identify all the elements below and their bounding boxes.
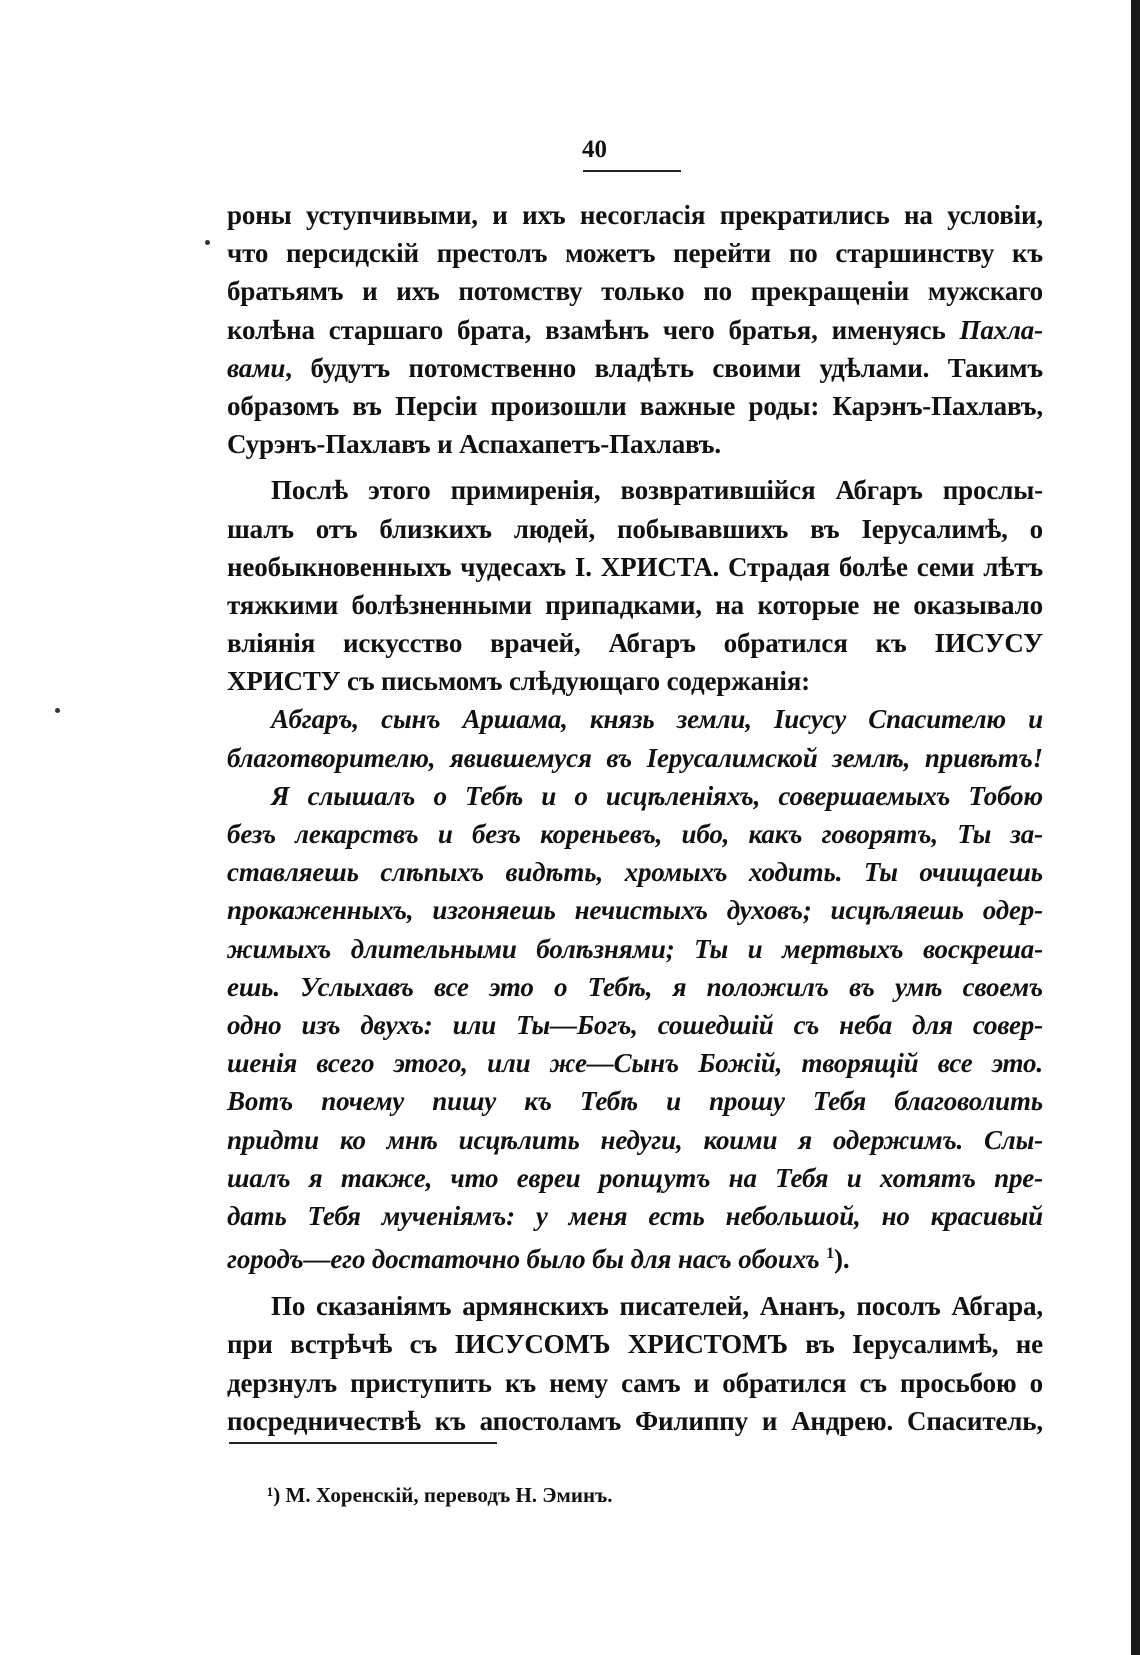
page-number: 40 <box>582 136 607 163</box>
text-line: шалъ я также, что евреи ропщутъ на Тебя и хотятъ пре- <box>227 1162 1043 1193</box>
text-line: шалъ отъ близкихъ людей, побывавшихъ въ Іерусалимѣ, о <box>227 513 1043 544</box>
text-line: при встрѣчѣ съ ІИСУСОМЪ ХРИСТОМЪ въ Іерусалимѣ, не <box>227 1329 1043 1360</box>
text-line: прокаженныхъ, изгоняешь нечистыхъ духовъ; исцѣляешь одер- <box>227 895 1043 926</box>
text-run: ). <box>833 1244 850 1275</box>
text-line: Послѣ этого примиренія, возвратившійся Абгаръ прослы- <box>271 475 1043 506</box>
text-line <box>227 349 1043 387</box>
text-line: вліянія искусство врачей, Абгаръ обратился къ ІИСУСУ <box>227 628 1043 659</box>
text-line: жимыхъ длительными болѣзнями; Ты и мертвыхъ воскреша- <box>227 933 1043 964</box>
text-line: По сказаніямъ армянскихъ писателей, Ананъ, посолъ Абгара, <box>271 1291 1043 1322</box>
text-line: шенія всего этого, или же—Сынъ Божій, творящій все это. <box>227 1048 1043 1079</box>
text-line: что персидскій престолъ можетъ перейти по старшинству къ <box>227 238 1043 269</box>
footnote-text: М. Хоренскій, переводъ Н. Эминъ. <box>280 1483 613 1507</box>
footnote-reference[interactable]: 1 <box>826 1245 834 1263</box>
text-line: необыкновенныхъ чудесахъ І. ХРИСТА. Страдая болѣе семи лѣтъ <box>227 551 1043 582</box>
paragraph-2 <box>227 471 1043 700</box>
paragraph-3 <box>227 1287 1043 1440</box>
print-speck <box>55 708 60 713</box>
print-speck <box>205 240 210 245</box>
text-line: ешь. Услыхавъ все это о Тебѣ, я положилъ въ умѣ своемъ <box>227 971 1043 1002</box>
text-line: дерзнулъ приступить къ нему самъ и обратился съ просьбою о <box>227 1367 1043 1398</box>
text-line: придти ко мнѣ исцѣлить недуги, коими я одержимъ. Слы- <box>227 1124 1043 1155</box>
footnote-marker: ¹) <box>267 1483 281 1507</box>
text-line: благотворителю, явившемуся въ Іерусалимской землѣ, привѣтъ! <box>227 742 1043 773</box>
text-line: Абгаръ, сынъ Аршама, князь земли, Іисусу Спасителю и <box>271 704 1043 735</box>
text-line: ХРИСТУ съ письмомъ слѣдующаго содержанія: <box>227 666 811 697</box>
text-line: посредничествѣ къ апостоламъ Филиппу и Андрею. Спаситель, <box>227 1405 1043 1436</box>
text-line: дать Тебя мученіямъ: у меня есть небольшой, но красивый <box>227 1200 1043 1231</box>
abgar-letter <box>227 700 1043 1273</box>
text-line <box>227 1235 1043 1273</box>
text-line: ставляешь слѣпыхъ видѣть, хромыхъ ходить. Ты очищаешь <box>227 857 1043 888</box>
text-line: роны уступчивыми, и ихъ несогласія прекратились на условіи, <box>227 200 1043 230</box>
text-line: образомъ въ Персіи произошли важные роды: Карэнъ-Пахлавъ, <box>227 390 1043 421</box>
page-number-rule <box>583 170 681 172</box>
italic-term: вами <box>227 352 286 383</box>
body-text <box>227 196 1043 1440</box>
text-line <box>227 311 1043 349</box>
text-line: тяжкими болѣзненными припадками, на которые не оказывало <box>227 589 1043 620</box>
text-line: Я слышалъ о Тебѣ и о исцѣленіяхъ, совершаемыхъ Тобою <box>271 780 1043 811</box>
text-line: Сурэнъ-Пахлавъ и Аспахапетъ-Пахлавъ. <box>227 429 721 460</box>
paragraph-1 <box>227 196 1043 463</box>
text-run: городъ—его достаточно было бы для насъ обоихъ <box>227 1244 827 1275</box>
text-line: безъ лекарствъ и безъ кореньевъ, ибо, какъ говорятъ, Ты за- <box>227 819 1043 849</box>
text-line: Вотъ почему пишу къ Тебѣ и прошу Тебя благоволить <box>227 1086 1043 1117</box>
italic-term: Пахла- <box>959 314 1043 345</box>
footnote <box>267 1483 613 1508</box>
text-line: братьямъ и ихъ потомству только по прекращеніи мужскаго <box>227 276 1043 307</box>
page-edge-shadow <box>1131 0 1140 1655</box>
text-run: колѣна старшаго брата, взамѣнъ чего братья, именуясь <box>227 314 960 345</box>
footnote-rule <box>229 1442 497 1444</box>
text-run: , будутъ потомственно владѣть своими удѣлами. Такимъ <box>285 352 1043 383</box>
text-line: одно изъ двухъ: или Ты—Богъ, сошедшій съ неба для совер- <box>227 1009 1043 1040</box>
